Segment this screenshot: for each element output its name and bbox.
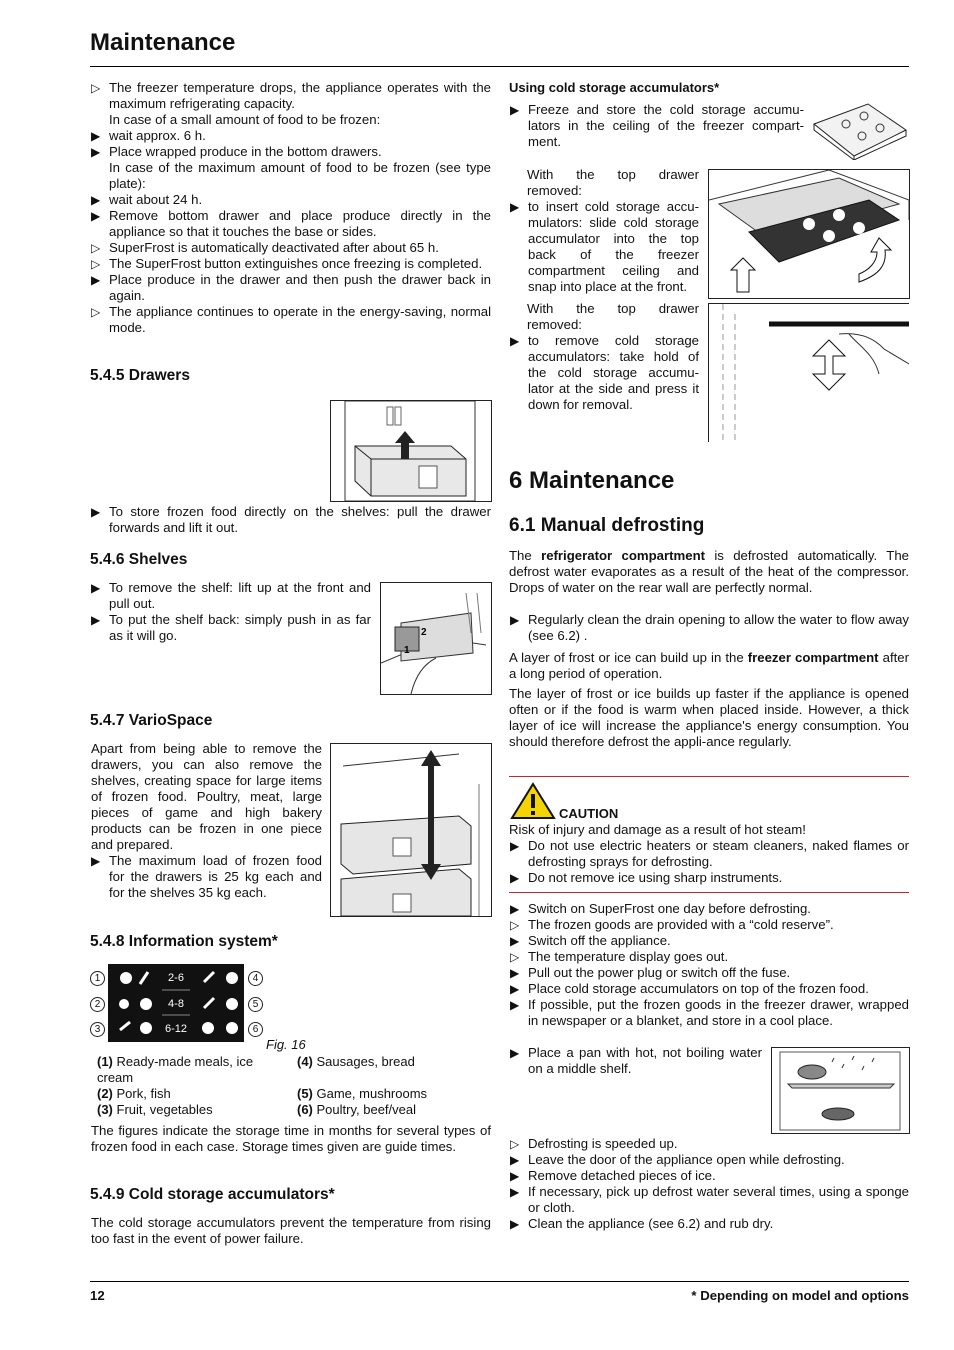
intro-item bbox=[91, 256, 491, 272]
marker-2: 2 bbox=[90, 997, 105, 1012]
header-rule bbox=[90, 66, 909, 67]
bullet-marker: ▷ bbox=[91, 257, 101, 271]
step-item bbox=[510, 1168, 909, 1184]
marker-4: 4 bbox=[248, 971, 263, 986]
defrost-p1: The refrigerator compartment is defrosted automatically. The defrost water evaporates as a result of the heat of the compressor. Drops of water on the rear wall are perfectly normal. bbox=[509, 548, 910, 595]
page-number: 12 bbox=[90, 1288, 105, 1303]
bullet-marker: ▶ bbox=[510, 871, 520, 885]
legend-4: (4) Sausages, bread bbox=[297, 1054, 415, 1069]
footer-note: * Depending on model and options bbox=[691, 1288, 909, 1303]
item-text: If necessary, pick up defrost water several times, using a sponge or cloth. bbox=[528, 1184, 909, 1215]
panel-value-2: 4-8 bbox=[168, 998, 184, 1010]
step-item bbox=[510, 933, 909, 949]
caution-label: CAUTION bbox=[559, 806, 619, 821]
item-text: In case of a small amount of food to be frozen: bbox=[109, 112, 381, 127]
drawer-illustration bbox=[330, 400, 492, 502]
marker-1: 1 bbox=[90, 971, 105, 986]
caution-item bbox=[510, 870, 909, 886]
shelves-item bbox=[91, 580, 371, 612]
defrost-p2: A layer of frost or ice can build up in the freezer compartment after a long period of operation. bbox=[509, 650, 910, 681]
step-item bbox=[510, 1136, 909, 1152]
accumulator-illustration bbox=[810, 100, 910, 160]
variospace-illustration bbox=[330, 743, 492, 917]
intro-item bbox=[91, 272, 491, 304]
intro-item bbox=[91, 112, 491, 128]
intro-item bbox=[91, 192, 491, 208]
bullet-marker: ▷ bbox=[91, 241, 101, 255]
legend-3: (3) Fruit, vegetables bbox=[97, 1102, 213, 1117]
step-item bbox=[510, 1184, 909, 1216]
accumulators-heading: 5.4.9 Cold storage accumulators* bbox=[90, 1186, 335, 1203]
bullet-marker: ▶ bbox=[510, 1217, 520, 1231]
panel-value-1: 2-6 bbox=[168, 972, 184, 984]
remove-illustration bbox=[708, 303, 909, 442]
bullet-marker: ▶ bbox=[91, 129, 101, 143]
remove-pre: With the top drawer removed: bbox=[527, 301, 699, 332]
item-text: Remove bottom drawer and place produce directly in the appliance so that it touches the base or sides. bbox=[109, 208, 491, 239]
item-text: Switch off the appliance. bbox=[528, 933, 671, 948]
shelves-item bbox=[91, 612, 371, 644]
item-text: The freezer temperature drops, the appliance operates with the maximum refrigerating capacity. bbox=[109, 80, 491, 111]
defrost-p3: The layer of frost or ice builds up faster if the appliance is opened often or if the food is warm when placed inside. However, a thick layer of ice will increase the appliance's energy consumption. You should therefore defrost the appli-ance regularly. bbox=[509, 686, 909, 749]
drawers-instruction: ▶ To store frozen food directly on the shelves: pull the drawer forwards and lift it out. bbox=[91, 504, 491, 535]
item-text: Leave the door of the appliance open while defrosting. bbox=[528, 1152, 845, 1167]
insert-illustration bbox=[708, 169, 910, 299]
item-text: Do not remove ice using sharp instruments. bbox=[528, 870, 783, 885]
bullet-marker: ▶ bbox=[510, 902, 520, 916]
caution-item bbox=[510, 838, 909, 870]
marker-3: 3 bbox=[90, 1022, 105, 1037]
item-text: Do not use electric heaters or steam cleaners, naked flames or defrosting sprays for defrosting. bbox=[528, 838, 909, 869]
caution-text: Risk of injury and damage as a result of hot steam! bbox=[509, 822, 806, 837]
manual-defrosting-heading: 6.1 Manual defrosting bbox=[509, 515, 705, 536]
item-text: In case of the maximum amount of food to be frozen (see type plate): bbox=[109, 160, 491, 191]
item-text: SuperFrost is automatically deactivated after about 65 h. bbox=[109, 240, 439, 255]
bullet-marker: ▶ bbox=[91, 273, 101, 287]
bullet-marker: ▷ bbox=[510, 1137, 520, 1151]
using-heading: Using cold storage accumulators* bbox=[509, 80, 720, 95]
bullet-marker: ▶ bbox=[510, 1169, 520, 1183]
bullet-marker: ▶ bbox=[510, 1153, 520, 1167]
item-text: If possible, put the frozen goods in the freezer drawer, wrapped in newspaper or a blanket, and store in a cool place. bbox=[528, 997, 909, 1028]
item-text: Pull out the power plug or switch off the fuse. bbox=[528, 965, 791, 980]
variospace-body: Apart from being able to remove the drawers, you can also remove the shelves, creating space for large items of frozen food. Poultry, meat, large pieces of game and high bakery products can be frozen in one piece and prepared. ▶ The maximum load of frozen food for the drawers is 25 kg each and for the shelves 35 kg each. bbox=[91, 741, 322, 900]
step-item bbox=[510, 1152, 909, 1168]
bullet-marker: ▶ bbox=[510, 934, 520, 948]
drawers-heading: 5.4.5 Drawers bbox=[90, 367, 190, 384]
item-text: Place wrapped produce in the bottom drawers. bbox=[109, 144, 382, 159]
left-intro bbox=[91, 80, 491, 336]
step-item bbox=[510, 997, 909, 1029]
maintenance-heading: 6 Maintenance bbox=[509, 467, 675, 494]
shelves-heading: 5.4.6 Shelves bbox=[90, 551, 188, 568]
defrost-clean-item: ▶ Regularly clean the drain opening to allow the water to flow away (see 6.2) . bbox=[510, 612, 909, 643]
step-item bbox=[510, 901, 909, 917]
using-item-1: ▶ Freeze and store the cold storage accumu-lators in the ceiling of the freezer compart-ment. bbox=[510, 102, 804, 149]
item-text: To remove the shelf: lift up at the front and pull out. bbox=[109, 580, 371, 611]
insert-pre: With the top drawer removed: bbox=[527, 167, 699, 198]
pan-illustration bbox=[771, 1047, 910, 1134]
page-title: Maintenance bbox=[90, 29, 236, 56]
svg-text:1: 1 bbox=[404, 645, 410, 656]
defrost-steps bbox=[510, 901, 909, 1029]
intro-item bbox=[91, 160, 491, 192]
step-item bbox=[510, 965, 909, 981]
bullet-marker: ▶ bbox=[91, 581, 101, 595]
legend-1: (1) Ready-made meals, ice cream bbox=[97, 1054, 254, 1085]
bullet-marker: ▶ bbox=[510, 1185, 520, 1199]
intro-item bbox=[91, 144, 491, 160]
item-text: wait about 24 h. bbox=[109, 192, 203, 207]
legend-5: (5) Game, mushrooms bbox=[297, 1086, 428, 1101]
intro-item bbox=[91, 240, 491, 256]
item-text: wait approx. 6 h. bbox=[109, 128, 206, 143]
using-item-2: ▶ to insert cold storage accu-mulators: slide cold storage accumulator into the top back of the freezer compartment ceiling and snap into place at the front. bbox=[510, 199, 699, 294]
footer-rule bbox=[90, 1281, 909, 1282]
item-text: The appliance continues to operate in the energy-saving, normal mode. bbox=[109, 304, 491, 335]
bullet-marker: ▷ bbox=[91, 305, 101, 319]
warning-icon bbox=[510, 782, 556, 820]
caution-bottom-rule bbox=[509, 892, 909, 893]
step-item bbox=[510, 981, 909, 997]
intro-item bbox=[91, 208, 491, 240]
info-panel-figure bbox=[90, 964, 266, 1044]
pan-step: ▶ Place a pan with hot, not boiling water on a middle shelf. bbox=[510, 1045, 762, 1076]
shelf-illustration bbox=[380, 582, 492, 695]
defrost-steps-2 bbox=[510, 1136, 909, 1232]
item-text: The SuperFrost button extinguishes once freezing is completed. bbox=[109, 256, 483, 271]
bullet-marker: ▶ bbox=[510, 998, 520, 1012]
bullet-marker: ▶ bbox=[510, 982, 520, 996]
intro-item bbox=[91, 304, 491, 336]
bullet-marker: ▶ bbox=[510, 839, 520, 853]
fig-caption: Fig. 16 bbox=[266, 1037, 306, 1052]
legend-6: (6) Poultry, beef/veal bbox=[297, 1102, 416, 1117]
variospace-heading: 5.4.7 VarioSpace bbox=[90, 712, 213, 729]
bullet-marker: ▶ bbox=[510, 966, 520, 980]
bullet-marker: ▷ bbox=[91, 81, 101, 95]
info-text: The figures indicate the storage time in months for several types of frozen food in each case. Storage times given are guide times. bbox=[91, 1123, 491, 1154]
intro-item bbox=[91, 80, 491, 112]
item-text: The frozen goods are provided with a “cold reserve”. bbox=[528, 917, 834, 932]
bullet-marker: ▷ bbox=[510, 918, 520, 932]
info-heading: 5.4.8 Information system* bbox=[90, 933, 278, 950]
item-text: Place cold storage accumulators on top of the frozen food. bbox=[528, 981, 869, 996]
using-item-3: ▶ to remove cold storage accumulators: take hold of the cold storage accumu-lator at the side and press it down for removal. bbox=[510, 333, 699, 412]
panel-value-3: 6-12 bbox=[164, 1023, 188, 1035]
step-item bbox=[510, 1216, 909, 1232]
step-item bbox=[510, 917, 909, 933]
step-item bbox=[510, 949, 909, 965]
item-text: Remove detached pieces of ice. bbox=[528, 1168, 716, 1183]
bullet-marker: ▷ bbox=[510, 950, 520, 964]
item-text: The temperature display goes out. bbox=[528, 949, 729, 964]
marker-6: 6 bbox=[248, 1022, 263, 1037]
item-text: To put the shelf back: simply push in as far as it will go. bbox=[109, 612, 371, 643]
bullet-marker: ▶ bbox=[91, 145, 101, 159]
intro-item bbox=[91, 128, 491, 144]
bullet-marker: ▶ bbox=[91, 613, 101, 627]
info-panel bbox=[108, 964, 244, 1042]
marker-5: 5 bbox=[248, 997, 263, 1012]
caution-list bbox=[510, 838, 909, 886]
bullet-marker: ▶ bbox=[91, 209, 101, 223]
item-text: Place produce in the drawer and then push the drawer back in again. bbox=[109, 272, 491, 303]
shelves-list bbox=[91, 580, 371, 644]
svg-text:2: 2 bbox=[421, 627, 427, 638]
bullet-marker: ▶ bbox=[91, 193, 101, 207]
legend-2: (2) Pork, fish bbox=[97, 1086, 171, 1101]
caution-top-rule bbox=[509, 776, 909, 777]
item-text: Switch on SuperFrost one day before defrosting. bbox=[528, 901, 811, 916]
accumulators-text: The cold storage accumulators prevent the temperature from rising too fast in the event of power failure. bbox=[91, 1215, 491, 1246]
item-text: Clean the appliance (see 6.2) and rub dry. bbox=[528, 1216, 774, 1231]
item-text: Defrosting is speeded up. bbox=[528, 1136, 678, 1151]
